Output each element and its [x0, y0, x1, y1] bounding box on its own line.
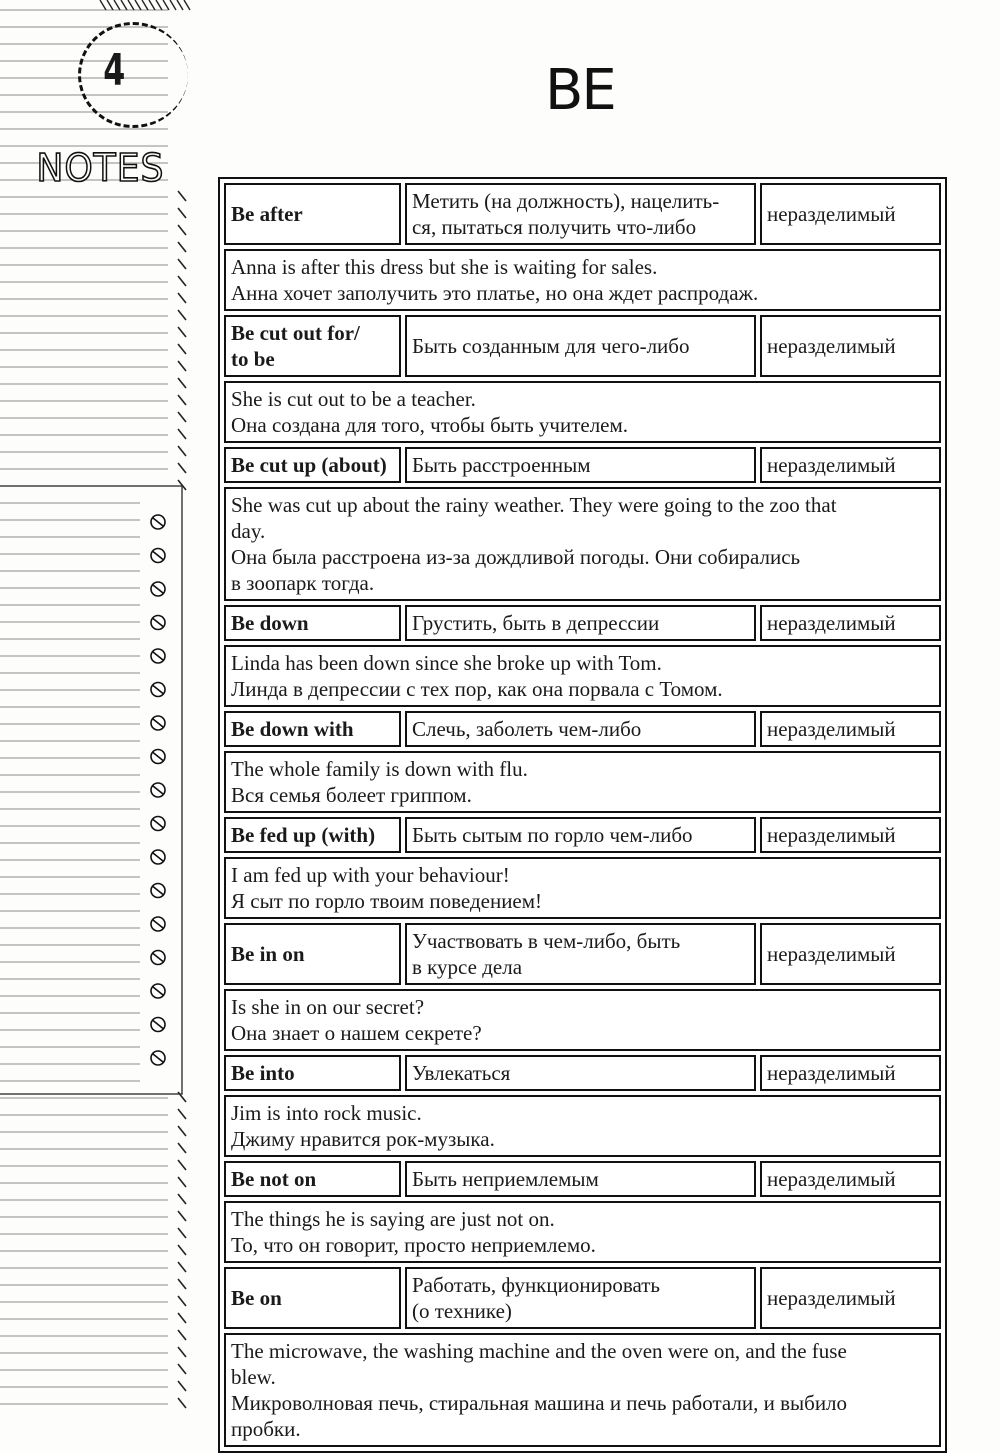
example-english: The things he is saying are just not on. — [231, 1207, 555, 1231]
example-english: Jim is into rock music. — [231, 1101, 422, 1125]
entry-row — [224, 605, 941, 641]
top-hatch — [184, 0, 190, 10]
entry-translation: Быть неприемлемым — [405, 1161, 756, 1197]
entry-example — [224, 487, 941, 601]
margin-tick — [178, 1381, 186, 1391]
page-number-badge — [78, 22, 188, 128]
entry-translation: Работать, функционировать (о технике) — [405, 1267, 756, 1329]
top-hatch — [163, 0, 169, 10]
entry-translation: Слечь, заболеть чем-либо — [405, 711, 756, 747]
example-row — [224, 645, 941, 707]
example-russian: Вся семья болеет гриппом. — [231, 783, 472, 807]
example-english: She was cut up about the rainy weather. They were going to the zoo that day. — [231, 493, 837, 543]
entry-example — [224, 1333, 941, 1447]
entry-translation: Участвовать в чем-либо, быть в курсе дела — [405, 923, 756, 985]
example-english: The microwave, the washing machine and the oven were on, and the fuse blew. — [231, 1339, 847, 1389]
entry-term: Be cut up (about) — [224, 447, 401, 483]
top-hatch — [149, 0, 155, 10]
margin-tick — [178, 1177, 186, 1187]
notes-heading: NOTES — [36, 146, 165, 190]
notes-margin — [0, 0, 200, 1417]
margin-tick — [178, 242, 186, 252]
entry-term: Be down — [224, 605, 401, 641]
entry-term: Be into — [224, 1055, 401, 1091]
margin-tick — [178, 1262, 186, 1272]
entry-example — [224, 381, 941, 443]
example-english: She is cut out to be a teacher. — [231, 387, 476, 411]
margin-tick — [178, 395, 186, 405]
margin-tick — [178, 276, 186, 286]
margin-tick — [178, 1109, 186, 1119]
top-hatch — [135, 0, 141, 10]
example-row — [224, 1201, 941, 1263]
example-row — [224, 487, 941, 601]
example-row — [224, 1333, 941, 1447]
margin-tick — [178, 463, 186, 473]
entry-type: неразделимый — [760, 817, 941, 853]
example-row — [224, 857, 941, 919]
example-english: Linda has been down since she broke up with Tom. — [231, 651, 662, 675]
margin-tick — [178, 1313, 186, 1323]
page-title: BE — [545, 58, 615, 123]
entry-translation: Быть сытым по горло чем-либо — [405, 817, 756, 853]
entry-row — [224, 1161, 941, 1197]
example-russian: Она создана для того, чтобы быть учителем. — [231, 413, 629, 437]
entry-example — [224, 1201, 941, 1263]
entry-term: Be fed up (with) — [224, 817, 401, 853]
example-russian: Микроволновая печь, стиральная машина и печь работали, и выбило пробки. — [231, 1391, 848, 1441]
example-russian: Я сыт по горло твоим поведением! — [231, 889, 543, 913]
entry-row — [224, 315, 941, 377]
example-english: The whole family is down with flu. — [231, 757, 528, 781]
margin-tick — [178, 1143, 186, 1153]
entry-example — [224, 645, 941, 707]
example-russian: Анна хочет заполучить это платье, но она ждет распродаж. — [231, 281, 759, 305]
entry-type: неразделимый — [760, 183, 941, 245]
top-hatch — [170, 0, 176, 10]
entry-type: неразделимый — [760, 711, 941, 747]
top-hatch — [142, 0, 148, 10]
phrasal-verb-table — [218, 177, 947, 1453]
example-row — [224, 751, 941, 813]
example-english: I am fed up with your behaviour! — [231, 863, 510, 887]
entry-translation: Быть созданным для чего-либо — [405, 315, 756, 377]
entry-row — [224, 711, 941, 747]
margin-tick — [178, 1194, 186, 1204]
margin-tick — [178, 1126, 186, 1136]
margin-tick — [178, 378, 186, 388]
entry-term: Be in on — [224, 923, 401, 985]
entry-row — [224, 817, 941, 853]
margin-tick — [178, 1160, 186, 1170]
example-russian: Линда в депрессии с тех пор, как она порвала с Томом. — [231, 677, 723, 701]
entry-term: Be not on — [224, 1161, 401, 1197]
example-english: Is she in on our secret? — [231, 995, 425, 1019]
margin-tick — [178, 1296, 186, 1306]
entry-term: Be cut out for/ to be — [224, 315, 401, 377]
top-hatch — [114, 0, 120, 10]
entry-type: неразделимый — [760, 605, 941, 641]
entry-row — [224, 923, 941, 985]
entry-type: неразделимый — [760, 1267, 941, 1329]
example-row — [224, 1095, 941, 1157]
top-hatch — [128, 0, 134, 10]
margin-tick — [178, 361, 186, 371]
margin-tick — [178, 327, 186, 337]
top-hatch — [177, 0, 183, 10]
top-hatch — [156, 0, 162, 10]
entry-example — [224, 249, 941, 311]
example-russian: Она была расстроена из-за дождливой погоды. Они собирались в зоопарк тогда. — [231, 545, 801, 595]
entry-type: неразделимый — [760, 447, 941, 483]
page-number: 4 — [103, 44, 126, 96]
margin-tick — [178, 412, 186, 422]
margin-tick — [178, 1347, 186, 1357]
example-english: Anna is after this dress but she is waiting for sales. — [231, 255, 658, 279]
example-row — [224, 381, 941, 443]
example-row — [224, 249, 941, 311]
entry-translation: Метить (на должность), нацелить- ся, пытаться получить что-либо — [405, 183, 756, 245]
margin-tick — [178, 1279, 186, 1289]
entry-translation: Грустить, быть в депрессии — [405, 605, 756, 641]
margin-tick — [178, 1364, 186, 1374]
margin-tick — [178, 225, 186, 235]
entry-type: неразделимый — [760, 923, 941, 985]
entry-row — [224, 1055, 941, 1091]
entry-term: Be after — [224, 183, 401, 245]
example-russian: Джиму нравится рок-музыка. — [231, 1127, 495, 1151]
margin-tick — [178, 259, 186, 269]
margin-tick — [178, 446, 186, 456]
margin-tick — [178, 1245, 186, 1255]
margin-tick — [178, 1228, 186, 1238]
entry-row — [224, 1267, 941, 1329]
entry-example — [224, 989, 941, 1051]
margin-tick — [178, 429, 186, 439]
top-hatch — [107, 0, 113, 10]
entry-example — [224, 857, 941, 919]
entry-translation: Быть расстроенным — [405, 447, 756, 483]
margin-tick — [178, 293, 186, 303]
margin-tick — [178, 191, 186, 201]
margin-tick — [178, 1398, 186, 1408]
top-hatch — [100, 0, 106, 10]
example-russian: Она знает о нашем секрете? — [231, 1021, 482, 1045]
entry-type: неразделимый — [760, 1161, 941, 1197]
entry-row — [224, 447, 941, 483]
top-hatch — [121, 0, 127, 10]
entry-term: Be down with — [224, 711, 401, 747]
margin-tick — [178, 344, 186, 354]
margin-tick — [178, 1330, 186, 1340]
entry-example — [224, 1095, 941, 1157]
margin-tick — [178, 310, 186, 320]
example-russian: То, что он говорит, просто неприемлемо. — [231, 1233, 596, 1257]
margin-tick — [178, 208, 186, 218]
margin-tick — [178, 1211, 186, 1221]
example-row — [224, 989, 941, 1051]
entry-term: Be on — [224, 1267, 401, 1329]
notes-ruled-lines — [0, 0, 200, 1417]
entry-type: неразделимый — [760, 1055, 941, 1091]
entry-example — [224, 751, 941, 813]
entry-row — [224, 183, 941, 245]
entry-type: неразделимый — [760, 315, 941, 377]
entry-translation: Увлекаться — [405, 1055, 756, 1091]
